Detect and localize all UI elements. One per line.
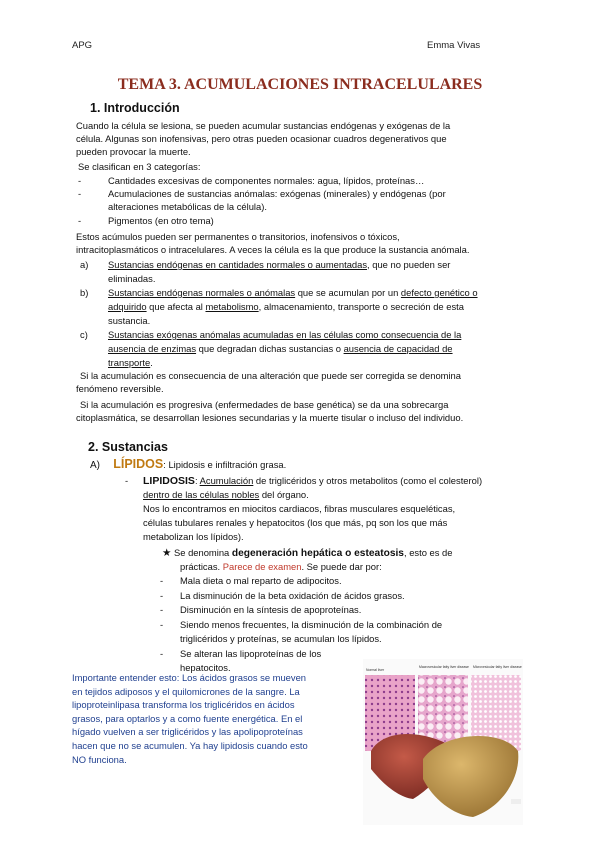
list-item-b: b) Sustancias endógenas normales o anómalas que se acumulan por un defecto genético o adquirido que afecta al metabolismo, almacenamiento, transporte o secreción de esta sustancia. [80,287,478,326]
header-left: APG [72,40,93,51]
header-right: Emma Vivas [427,40,481,51]
liver-illustration [363,659,523,825]
list-item-c: c) Sustancias exógenas anómalas acumuladas en las células como consecuencia de la ausencia de enzimas que degradan dichas sustancias o ausencia de capacidad de transporte. [80,329,462,368]
causes-list: - Mala dieta o mal reparto de adipocitos. - La disminución de la beta oxidación de ácidos grasos. - Disminución en la síntesis de apoproteínas. - Siendo menos frecuentes, la disminución de la combinación de triglicéridos y proteínas, se acumulan los lípidos. - Se alteran las lipoproteínas de los hepatocitos. [160,575,443,673]
figure-label-normal: Normal liver [366,668,385,672]
important-note: Importante entender esto: Los ácidos grasos se mueven en tejidos adiposos y el quilomicrones de la sangre. La lipoproteinlipasa transforma los triglicéridos en ácidos grasos, para optarlos y a como fuente energética. En el hígado vuelven a ser triglicéridos y las apolipoproteínas hacen que no se acumulen. Ya hay lipidosis cuando esto NO funciona. [72,672,308,765]
progressive-paragraph: Si la acumulación es progresiva (enfermedades de base genética) se da una sobrecarga citoplasmática, se desarrollan lesiones secundarias y la muerte tisular o incluso del individuo. [76,399,464,424]
lipids-heading: A) LÍPIDOS: Lipidosis e infiltración grasa. [90,457,287,471]
figure-label-micro: Microvesicular fatty liver disease [473,665,522,669]
section-heading-substances: 2. Sustancias [88,440,168,454]
liver-figure [363,659,523,825]
intro-paragraph-2: Estos acúmulos pueden ser permanentes o transitorios, inofensivos o tóxicos, intracitoplasmáticos o intracelulares. A veces la célula es la que produce la sustancia anómala. [76,231,470,256]
section-heading-intro: 1. Introducción [90,101,180,115]
lipidosis-block: - LIPIDOSIS: Acumulación de triglicéridos y otros metabolitos (como el colesterol) dentro de las células nobles del órgano. Nos lo encontramos en miocitos cardiacos, fibras musculares esqueléticas, células tubulares renales y hepatocitos (los que más, pq son los que más metabolizan los lípidos). [125,475,483,542]
intro-paragraph: Cuando la célula se lesiona, se pueden acumular sustancias endógenas y exógenas de la célula. Algunas son inofensivas, pero otras pueden ocasionar cuadros degenerativos que pueden provocar la muerte. [76,120,451,158]
steatosis-block: ★ Se denomina degeneración hepática o esteatosis, esto es de prácticas. Parece de examen. Se puede dar por: [162,547,453,572]
classify-text: Se clasifican en 3 categorías: [78,161,201,172]
liver-fatty [423,736,518,817]
star-icon: ★ [162,547,172,559]
page-title: TEMA 3. ACUMULACIONES INTRACELULARES [117,76,483,93]
list-item-a: a) Sustancias endógenas en cantidades normales o aumentadas, que no pueden ser eliminadas. [80,259,451,284]
reversible-paragraph: Si la acumulación es consecuencia de una alteración que puede ser corregida se denomina fenómeno reversible. [76,370,461,395]
figure-label-macro: Macrovesicular fatty liver disease [419,665,469,669]
